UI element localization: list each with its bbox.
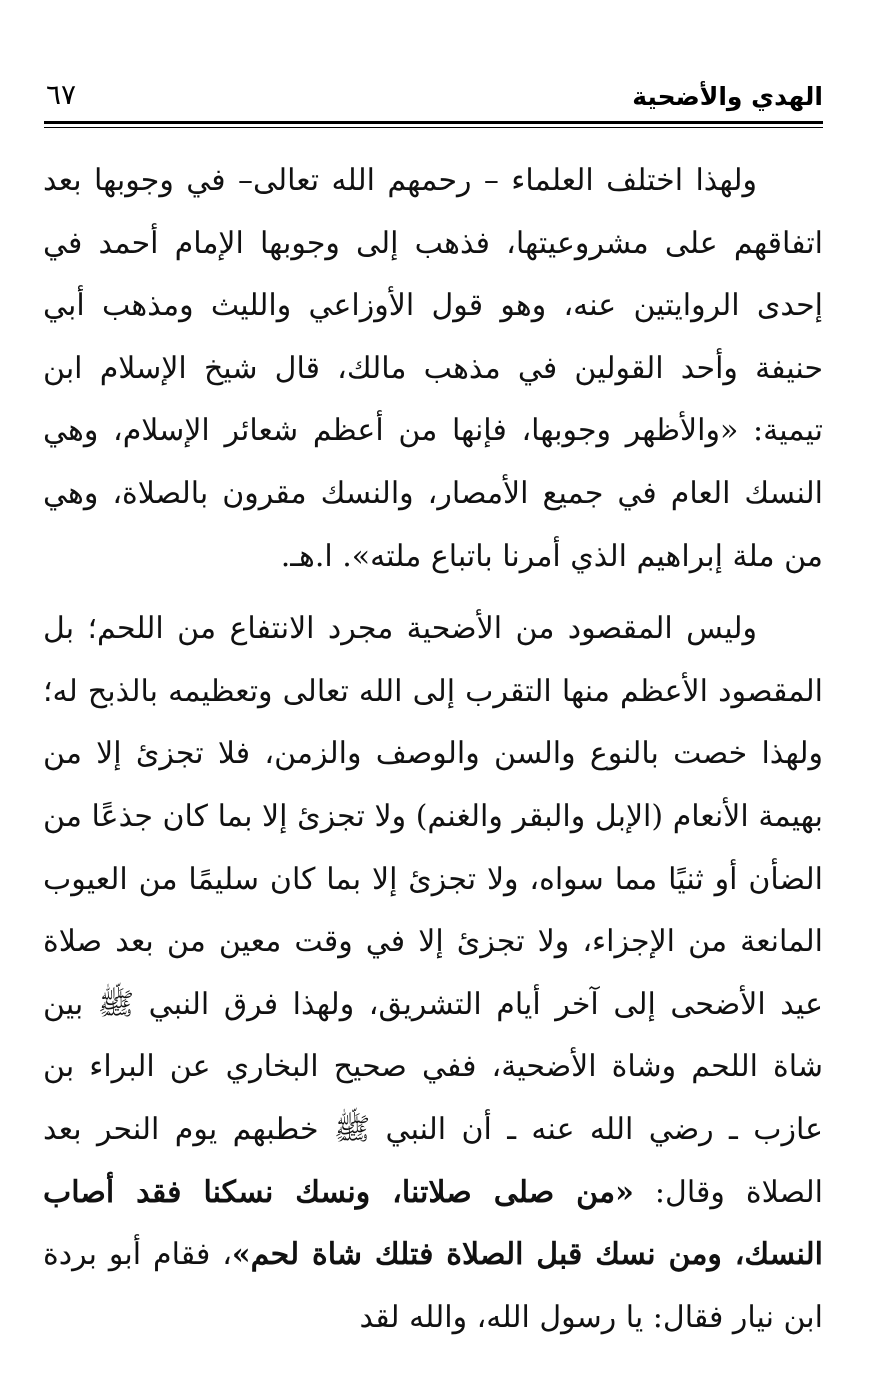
hadith-quote: «من صلى صلاتنا، ونسك نسكنا فقد أصاب النسك، ومن نسك قبل الصلاة فتلك شاة لحم» [43, 1174, 823, 1273]
header-rule-thick [44, 121, 823, 124]
paragraph-1 [43, 150, 823, 588]
header-rule-thin [44, 127, 823, 128]
running-title: الهدي والأضحية [632, 82, 823, 111]
paragraph-2-text-before: وليس المقصود من الأضحية مجرد الانتفاع من اللحم؛ بل المقصود الأعظم منها التقرب إلى الله تعالى وتعظيمه بالذبح له؛ ولهذا خصت بالنوع والسن والوصف والزمن، فلا تجزئ إلا من بهيمة الأنعام (الإبل والبقر والغنم) ولا تجزئ إلا بما كان جذعًا من الضأن أو ثنيًا مما سواه، ولا تجزئ إلا بما كان سليمًا من العيوب المانعة من الإجزاء، ولا تجزئ إلا في وقت معين من بعد صلاة عيد الأضحى إلى آخر أيام التشريق، ولهذا فرق النبي ﷺ بين شاة اللحم وشاة الأضحية، ففي صحيح البخاري عن البراء بن عازب ـ رضي الله عنه ـ أن النبي ﷺ خطبهم يوم النحر بعد الصلاة وقال: [43, 611, 823, 1210]
paragraph-1-text: ولهذا اختلف العلماء – رحمهم الله تعالى– في وجوبها بعد اتفاقهم على مشروعيتها، فذهب إلى وجوبها الإمام أحمد في إحدى الروايتين عنه، وهو قول الأوزاعي والليث ومذهب أبي حنيفة وأحد القولين في مذهب مالك، قال شيخ الإسلام ابن تيمية: «والأظهر وجوبها، فإنها من أعظم شعائر الإسلام، وهي النسك العام في جميع الأمصار، والنسك مقرون بالصلاة، وهي من ملة إبراهيم الذي أمرنا باتباع ملته». ا.هـ. [43, 163, 823, 574]
paragraph-2 [43, 598, 823, 1349]
page-number: ٦٧ [46, 78, 77, 111]
page-header [44, 80, 823, 120]
body-text [43, 150, 823, 1349]
paragraph-2-text-after: ، فقام أبو بردة ابن نيار فقال: يا رسول الله، والله لقد [43, 1237, 823, 1335]
